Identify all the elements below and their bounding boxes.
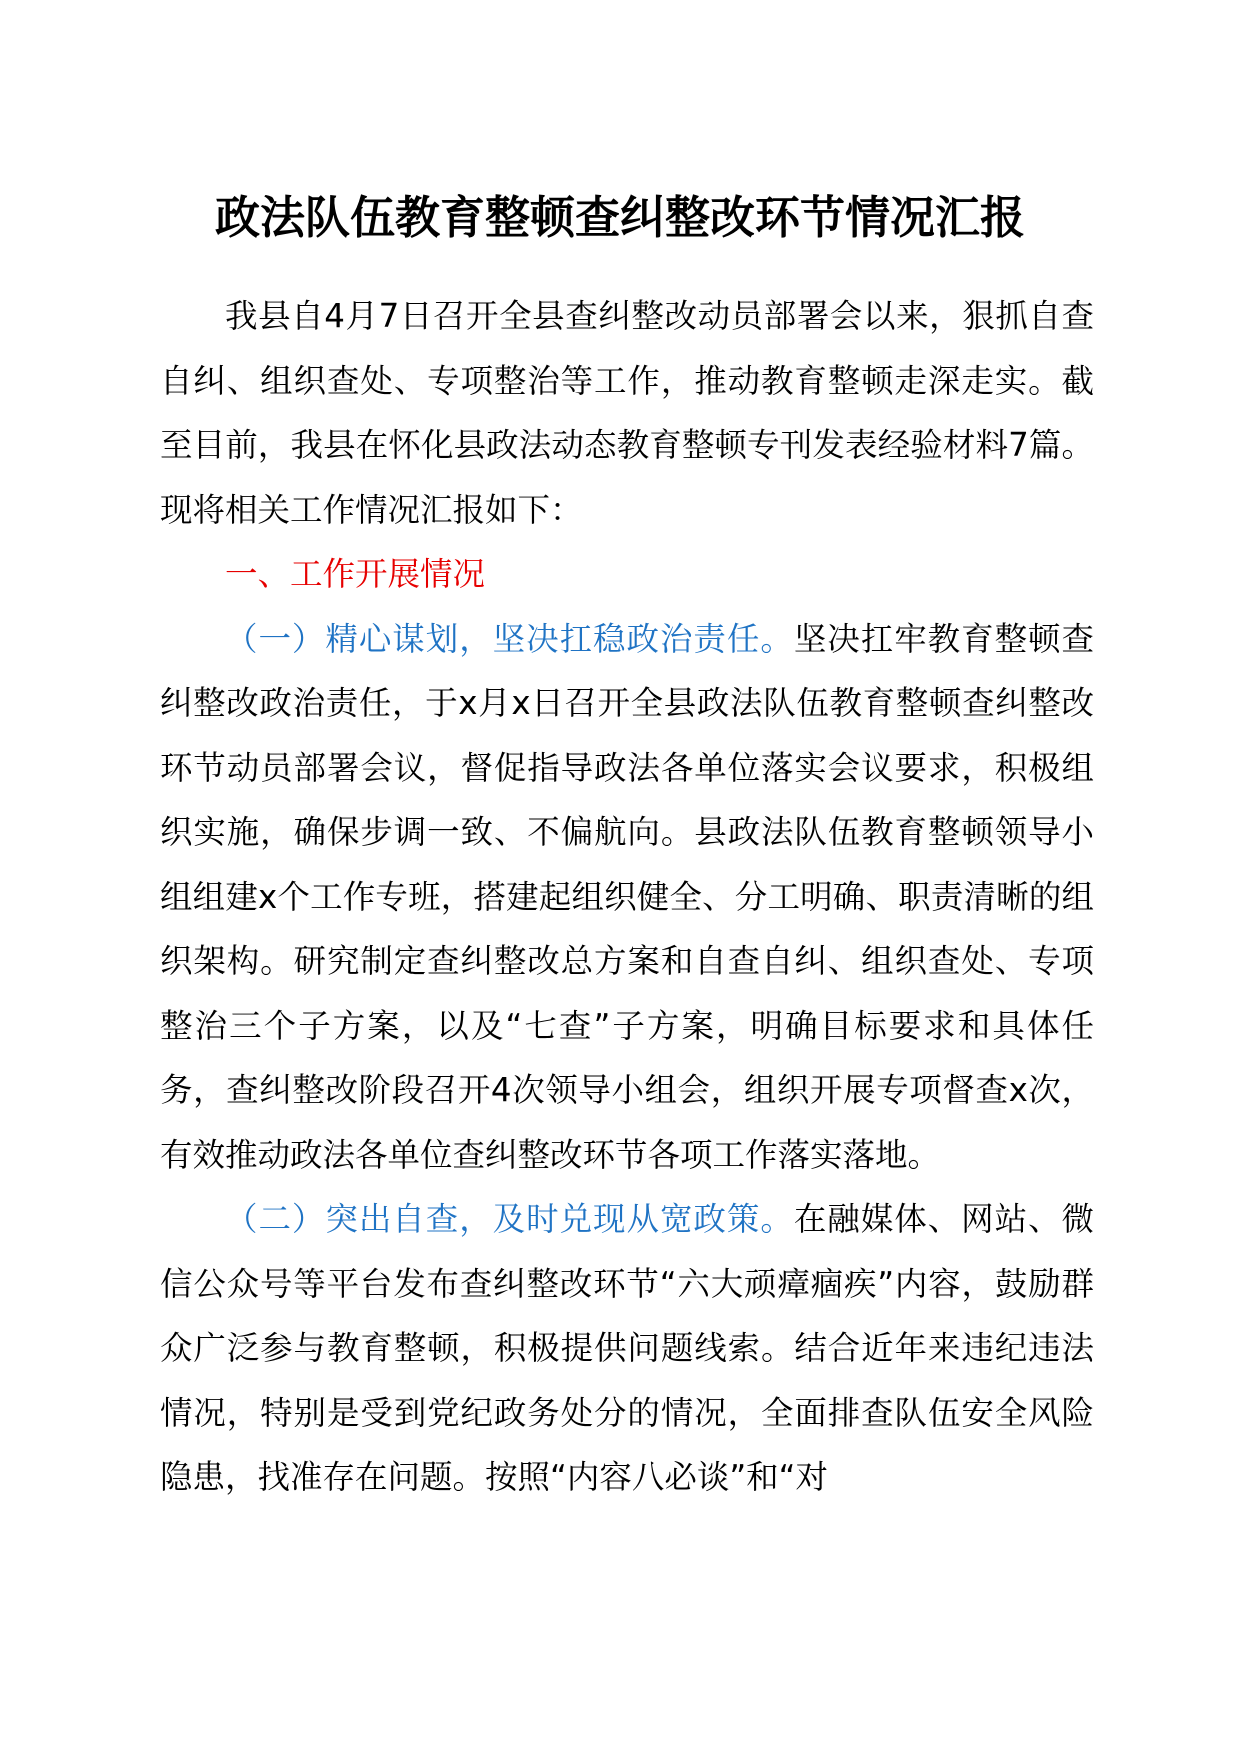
- document-title: 政法队伍教育整顿查纠整改环节情况汇报: [214, 191, 1025, 244]
- document-body: [160, 284, 1094, 1510]
- subsection-1-heading: （一）精心谋划，坚决扛稳政治责任。: [225, 619, 794, 658]
- subsection-2-body: 在融媒体、网站、微信公众号等平台发布查纠整改环节“六大顽瘴痼疾”内容，鼓励群众广泛参与教育整顿，积极提供问题线索。结合近年来违纪违法情况，特别是受到党纪政务处分的情况，全面排查队伍安全风险隐患，找准存在问题。按照“内容八必谈”和“对: [160, 1200, 1094, 1496]
- subsection-1-paragraph: [160, 607, 1094, 1188]
- subsection-2-heading: （二）突出自查，及时兑现从宽政策。: [225, 1200, 794, 1238]
- subsection-2-paragraph: [160, 1187, 1094, 1510]
- subsection-1-body: 坚决扛牢教育整顿查纠整改政治责任，于x月x日召开全县政法队伍教育整顿查纠整改环节动员部署会议，督促指导政法各单位落实会议要求，积极组织实施，确保步调一致、不偏航向。县政法队伍教育整顿领导小组组建x个工作专班，搭建起组织健全、分工明确、职责清晰的组织架构。研究制定查纠整改总方案和自查自纠、组织查处、专项整治三个子方案，以及“七查”子方案，明确目标要求和具体任务，查纠整改阶段召开4次领导小组会，组织开展专项督查x次，有效推动政法各单位查纠整改环节各项工作落实落地。: [160, 619, 1094, 1174]
- intro-paragraph: 我县自4月7日召开全县查纠整改动员部署会以来，狠抓自查自纠、组织查处、专项整治等工作，推动教育整顿走深走实。截至目前，我县在怀化县政法动态教育整顿专刊发表经验材料7篇。现将相关工作情况汇报如下：: [160, 297, 1094, 529]
- section-heading: 一、工作开展情况: [225, 555, 486, 593]
